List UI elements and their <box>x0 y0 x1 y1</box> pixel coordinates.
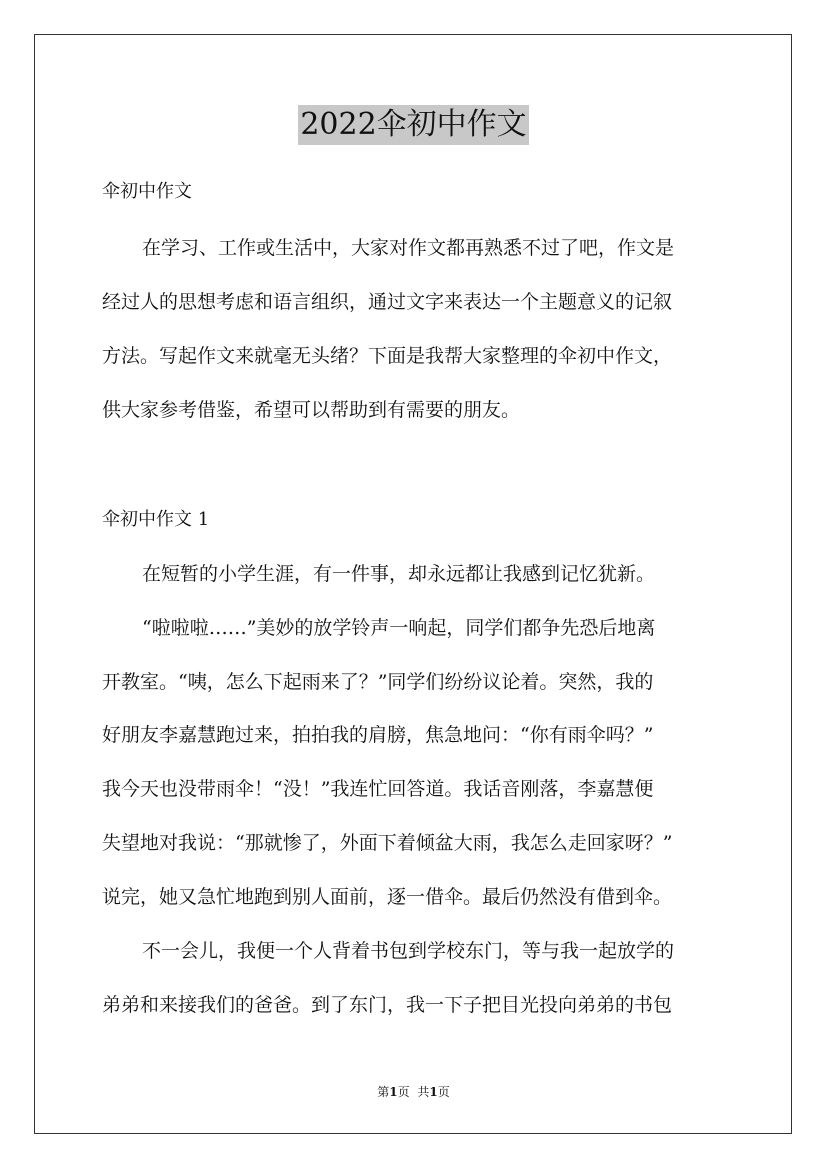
essay-line-9: 弟弟和来接我们的爸爸。到了东门，我一下子把目光投向弟弟的书包 <box>102 994 673 1016</box>
intro-line-3: 方法。写起作文来就毫无头绪？下面是我帮大家整理的伞初中作文， <box>102 345 673 367</box>
essay-line-5: 我今天也没带雨伞！“没！”我连忙回答道。我话音刚落，李嘉慧便 <box>102 778 654 800</box>
footer-page-suffix: 页 <box>397 1085 410 1099</box>
document-title-text: 2022伞初中作文 <box>298 105 528 145</box>
essay-line-4: 好朋友李嘉慧跑过来，拍拍我的肩膀，焦急地问：“你有雨伞吗？” <box>102 724 654 746</box>
document-title <box>0 104 827 145</box>
section-heading: 伞初中作文 <box>102 181 192 202</box>
footer-page-prefix: 第 <box>377 1085 390 1099</box>
page-footer <box>0 1084 827 1100</box>
footer-total-suffix: 页 <box>437 1085 450 1099</box>
essay-line-6: 失望地对我说：“那就惨了，外面下着倾盆大雨，我怎么走回家呀？” <box>102 832 673 854</box>
footer-page-total: 1 <box>429 1085 438 1099</box>
essay-line-3: 开教室。“咦，怎么下起雨来了？”同学们纷纷议论着。突然，我的 <box>102 671 654 693</box>
intro-line-1: 在学习、工作或生活中，大家对作文都再熟悉不过了吧，作文是 <box>142 237 675 259</box>
footer-total-prefix: 共 <box>417 1085 430 1099</box>
intro-line-2: 经过人的思想考虑和语言组织，通过文字来表达一个主题意义的记叙 <box>102 291 673 313</box>
essay-line-8: 不一会儿，我便一个人背着书包到学校东门，等与我一起放学的 <box>142 940 675 962</box>
intro-line-4: 供大家参考借鉴，希望可以帮助到有需要的朋友。 <box>102 399 521 421</box>
essay-line-7: 说完，她又急忙地跑到别人面前，逐一借伞。最后仍然没有借到伞。 <box>102 886 673 908</box>
footer-page-current: 1 <box>389 1085 398 1099</box>
essay-line-2: “啦啦啦……”美妙的放学铃声一响起，同学们都争先恐后地离 <box>142 617 656 639</box>
essay-line-1: 在短暂的小学生涯，有一件事，却永远都让我感到记忆犹新。 <box>142 563 656 585</box>
essay-heading: 伞初中作文 1 <box>102 509 210 530</box>
